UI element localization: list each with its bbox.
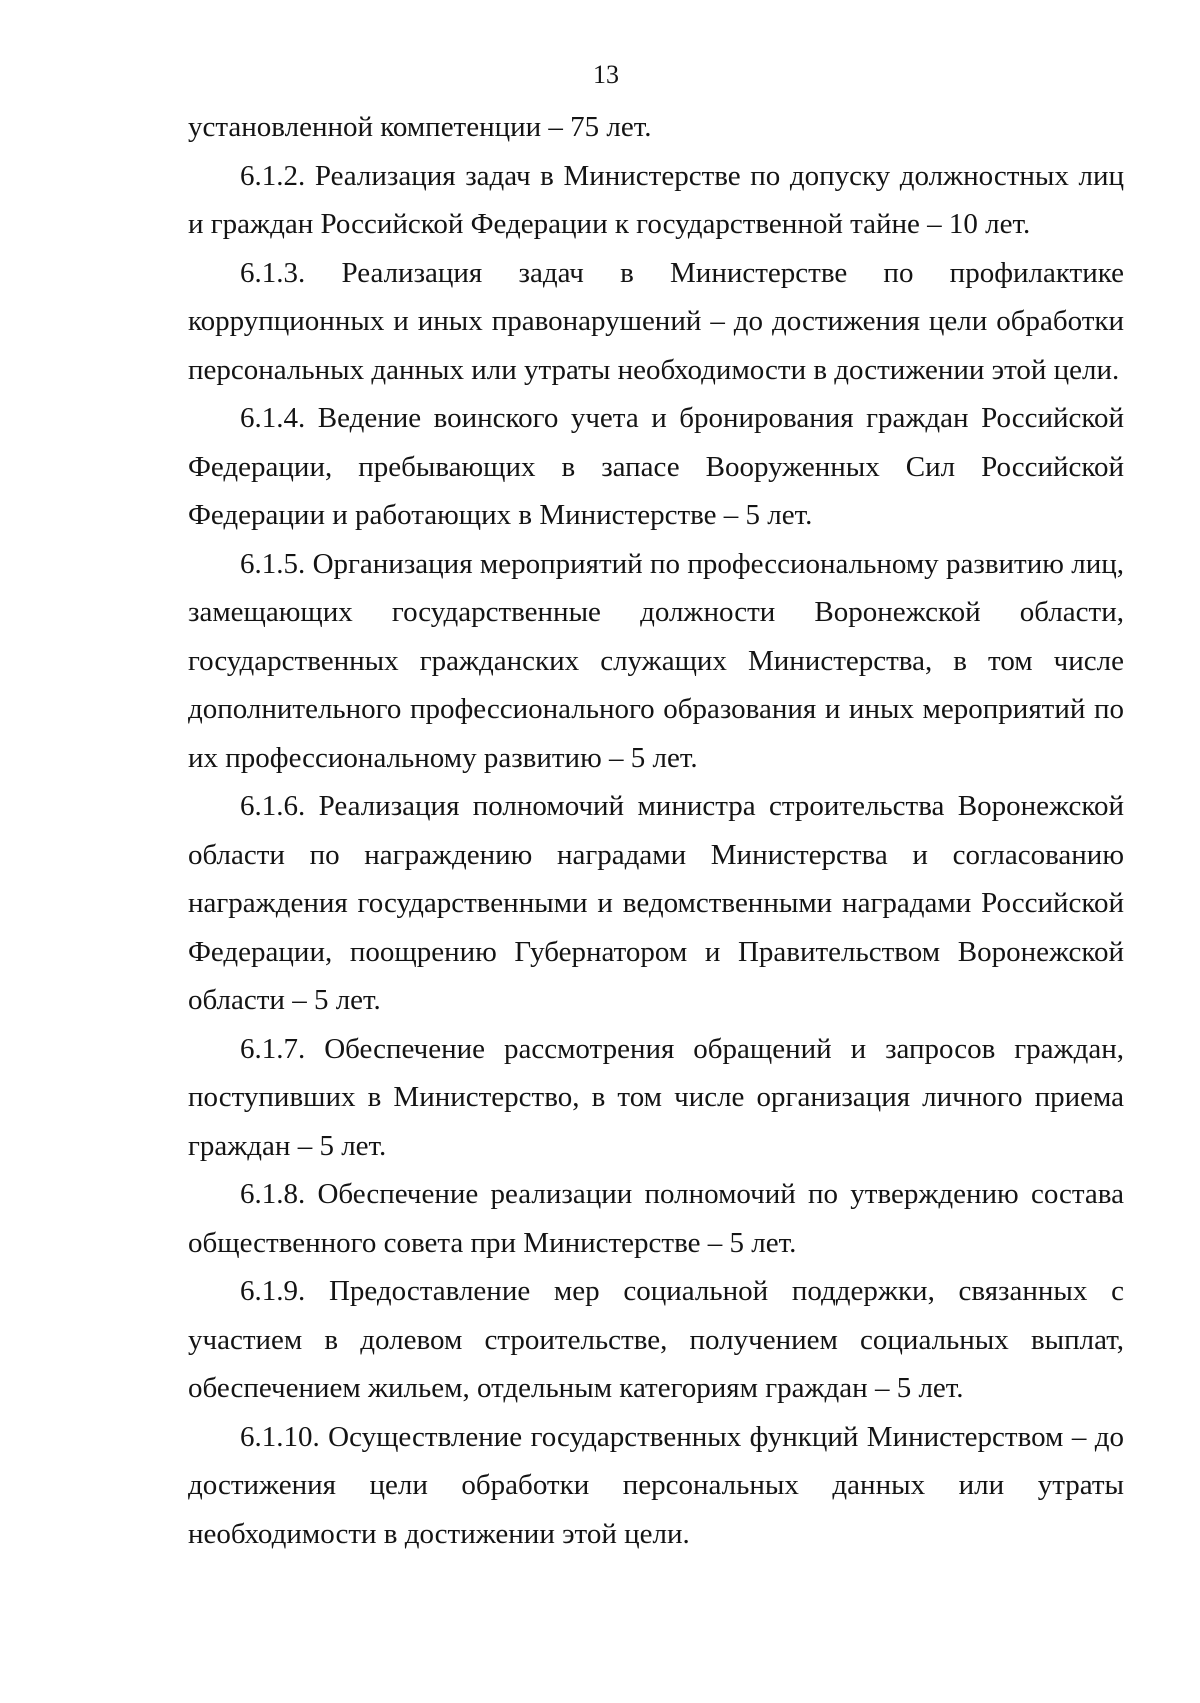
paragraph-6-1-3: 6.1.3. Реализация задач в Министерстве по профилактике коррупционных и иных правонарушений – до достижения цели обработки персональных данных или утраты необходимости в достижении этой цели. (188, 256, 1124, 386)
paragraph-6-1-9: 6.1.9. Предоставление мер социальной поддержки, связанных с участием в долевом строительстве, получением социальных выплат, обеспечением жильем, отдельным категориям граждан – 5 лет. (188, 1275, 1124, 1404)
paragraph-continuation: установленной компетенции – 75 лет. (188, 111, 652, 143)
paragraph-6-1-5: 6.1.5. Организация мероприятий по профессиональному развитию лиц, замещающих государственные должности Воронежской области, государственных гражданских служащих Министерства, в том числе дополнительного профессионального образования и иных мероприятий по их профессиональному развитию – 5 лет. (188, 547, 1124, 774)
paragraph-6-1-10: 6.1.10. Осуществление государственных функций Министерством – до достижения цели обработки персональных данных или утраты необходимости в достижении этой цели. (188, 1420, 1124, 1550)
paragraph-6-1-2: 6.1.2. Реализация задач в Министерстве по допуску должностных лиц и граждан Российской Федерации к государственной тайне – 10 лет. (188, 159, 1124, 240)
document-body (188, 103, 1124, 1558)
paragraph-6-1-7: 6.1.7. Обеспечение рассмотрения обращений и запросов граждан, поступивших в Министерство, в том числе организация личного приема граждан – 5 лет. (188, 1032, 1124, 1162)
page-number: 13 (593, 60, 619, 89)
paragraph-6-1-6: 6.1.6. Реализация полномочий министра строительства Воронежской области по награждению наградами Министерства и согласованию награждения государственными и ведомственными наградами Российской Федерации, поощрению Губернатором и Правительством Воронежской области – 5 лет. (188, 790, 1124, 1016)
paragraph-6-1-4: 6.1.4. Ведение воинского учета и бронирования граждан Российской Федерации, пребывающих в запасе Вооруженных Сил Российской Федерации и работающих в Министерстве – 5 лет. (188, 402, 1124, 531)
paragraph-6-1-8: 6.1.8. Обеспечение реализации полномочий по утверждению состава общественного совета при Министерстве – 5 лет. (188, 1178, 1124, 1259)
